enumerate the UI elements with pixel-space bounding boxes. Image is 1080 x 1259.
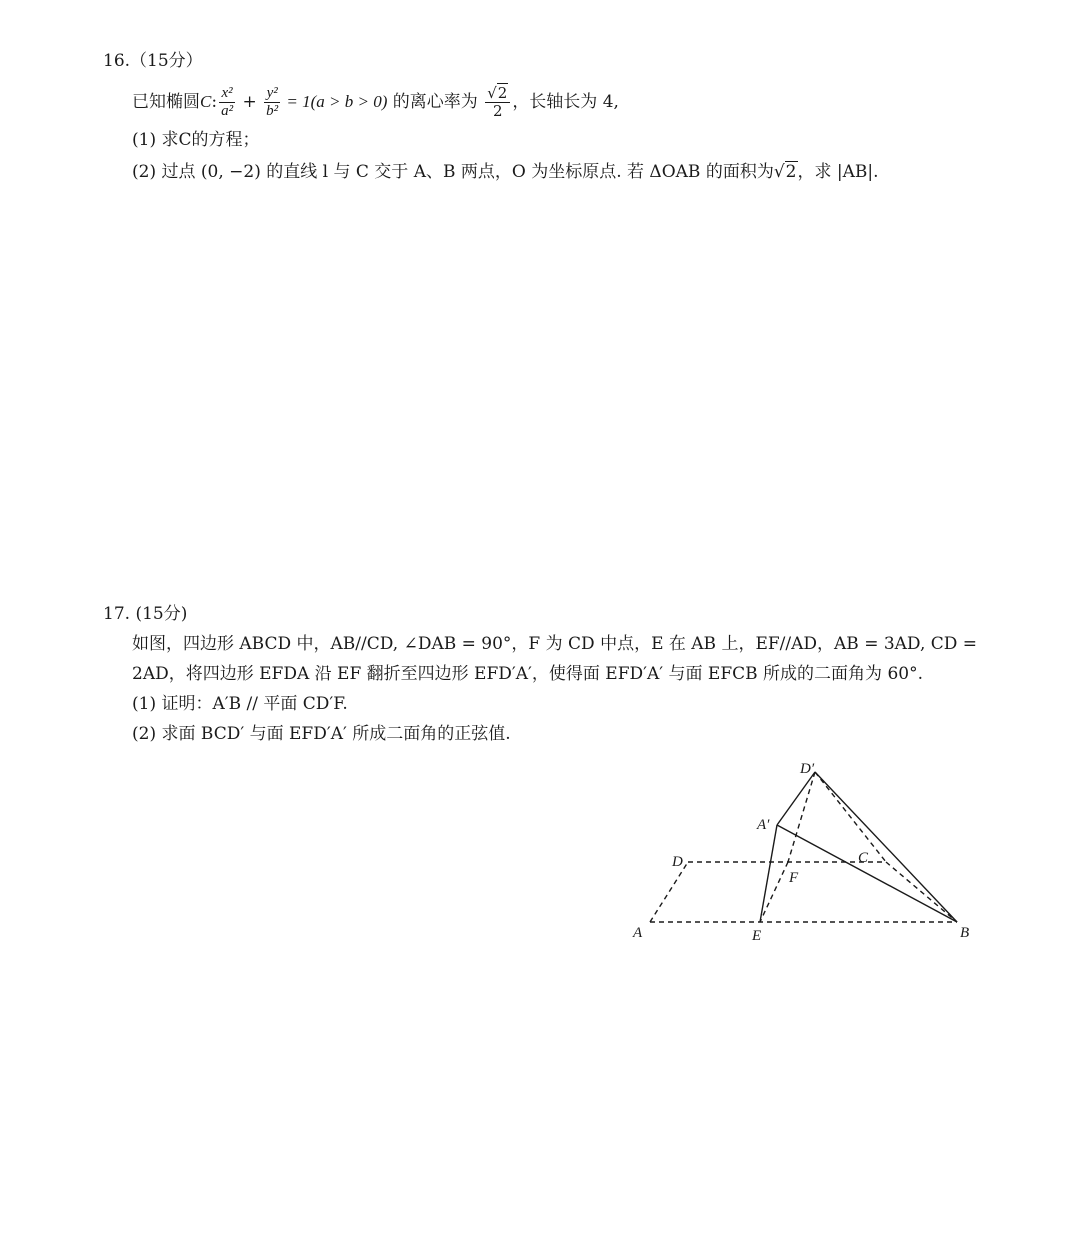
q16-equation-rest: = 1(a > b > 0) [282,92,388,111]
q17-stem-line1: 如图，四边形 ABCD 中，AB//CD, ∠DAB = 90°，F 为 CD 中点，E 在 AB 上，EF//AD，AB = 3AD, CD = [132,634,978,654]
edge-Dp-Ap [777,772,815,825]
label-C: C [858,850,869,866]
q16-part2-text: (2) 过点 (0, −2) 的直线 l 与 C 交于 A、B 两点，O 为坐标原点. 若 ΔOAB 的面积为 [132,162,774,182]
q16-ecc-text: 的离心率为 [387,92,484,112]
q16-plus: + [237,92,263,112]
q16-frac-x-num: x² [219,85,235,103]
q16-colon: : [211,92,218,112]
q16-frac-y-num: y² [264,85,280,103]
q16-ecc-radicand: 2 [497,84,508,102]
q16-header: 16.（15分） [103,51,203,71]
label-A-prime: A′ [757,817,770,833]
q16-curve-name: C [200,92,212,111]
edge-Ap-E [760,825,777,922]
q16-part2-root: √ [773,162,785,182]
q16-part2-tail: ，求 |AB|. [797,162,879,182]
label-D: D [672,854,683,870]
q16-stem-suffix: ，长轴长为 4, [512,92,619,112]
q16-stem-prefix: 已知椭圆 [132,92,200,112]
q16-part2-radicand: 2 [785,162,797,182]
label-B: B [960,925,970,941]
q17-header: 17. (15分) [103,604,188,624]
edge-F-E [760,862,788,922]
q17-stem-line2: 2AD，将四边形 EFDA 沿 EF 翻折至四边形 EFD′A′，使得面 EFD′A′ 与面 EFCB 所成的二面角为 60°. [132,664,923,684]
edge-Dp-C [815,772,886,862]
q17-part1: (1) 证明：A′B // 平面 CD′F. [132,694,348,714]
label-A: A [633,925,643,941]
edge-A-D [650,862,688,922]
label-E: E [752,928,762,944]
q16-ecc-den: 2 [492,102,503,120]
q16-part1: (1) 求C的方程； [132,130,260,150]
label-D-prime: D′ [800,761,815,777]
edge-C-B [886,862,957,922]
q17-part2: (2) 求面 BCD′ 与面 EFD′A′ 所成二面角的正弦值. [132,724,511,744]
edge-Ap-B [777,825,957,922]
q16-ecc-root: √ [487,84,497,102]
q16-frac-x-den: a² [221,103,234,119]
q16-frac-y-den: b² [266,103,279,119]
edge-Dp-B [815,772,957,922]
edge-Dp-F [788,772,815,862]
label-F: F [789,870,799,886]
